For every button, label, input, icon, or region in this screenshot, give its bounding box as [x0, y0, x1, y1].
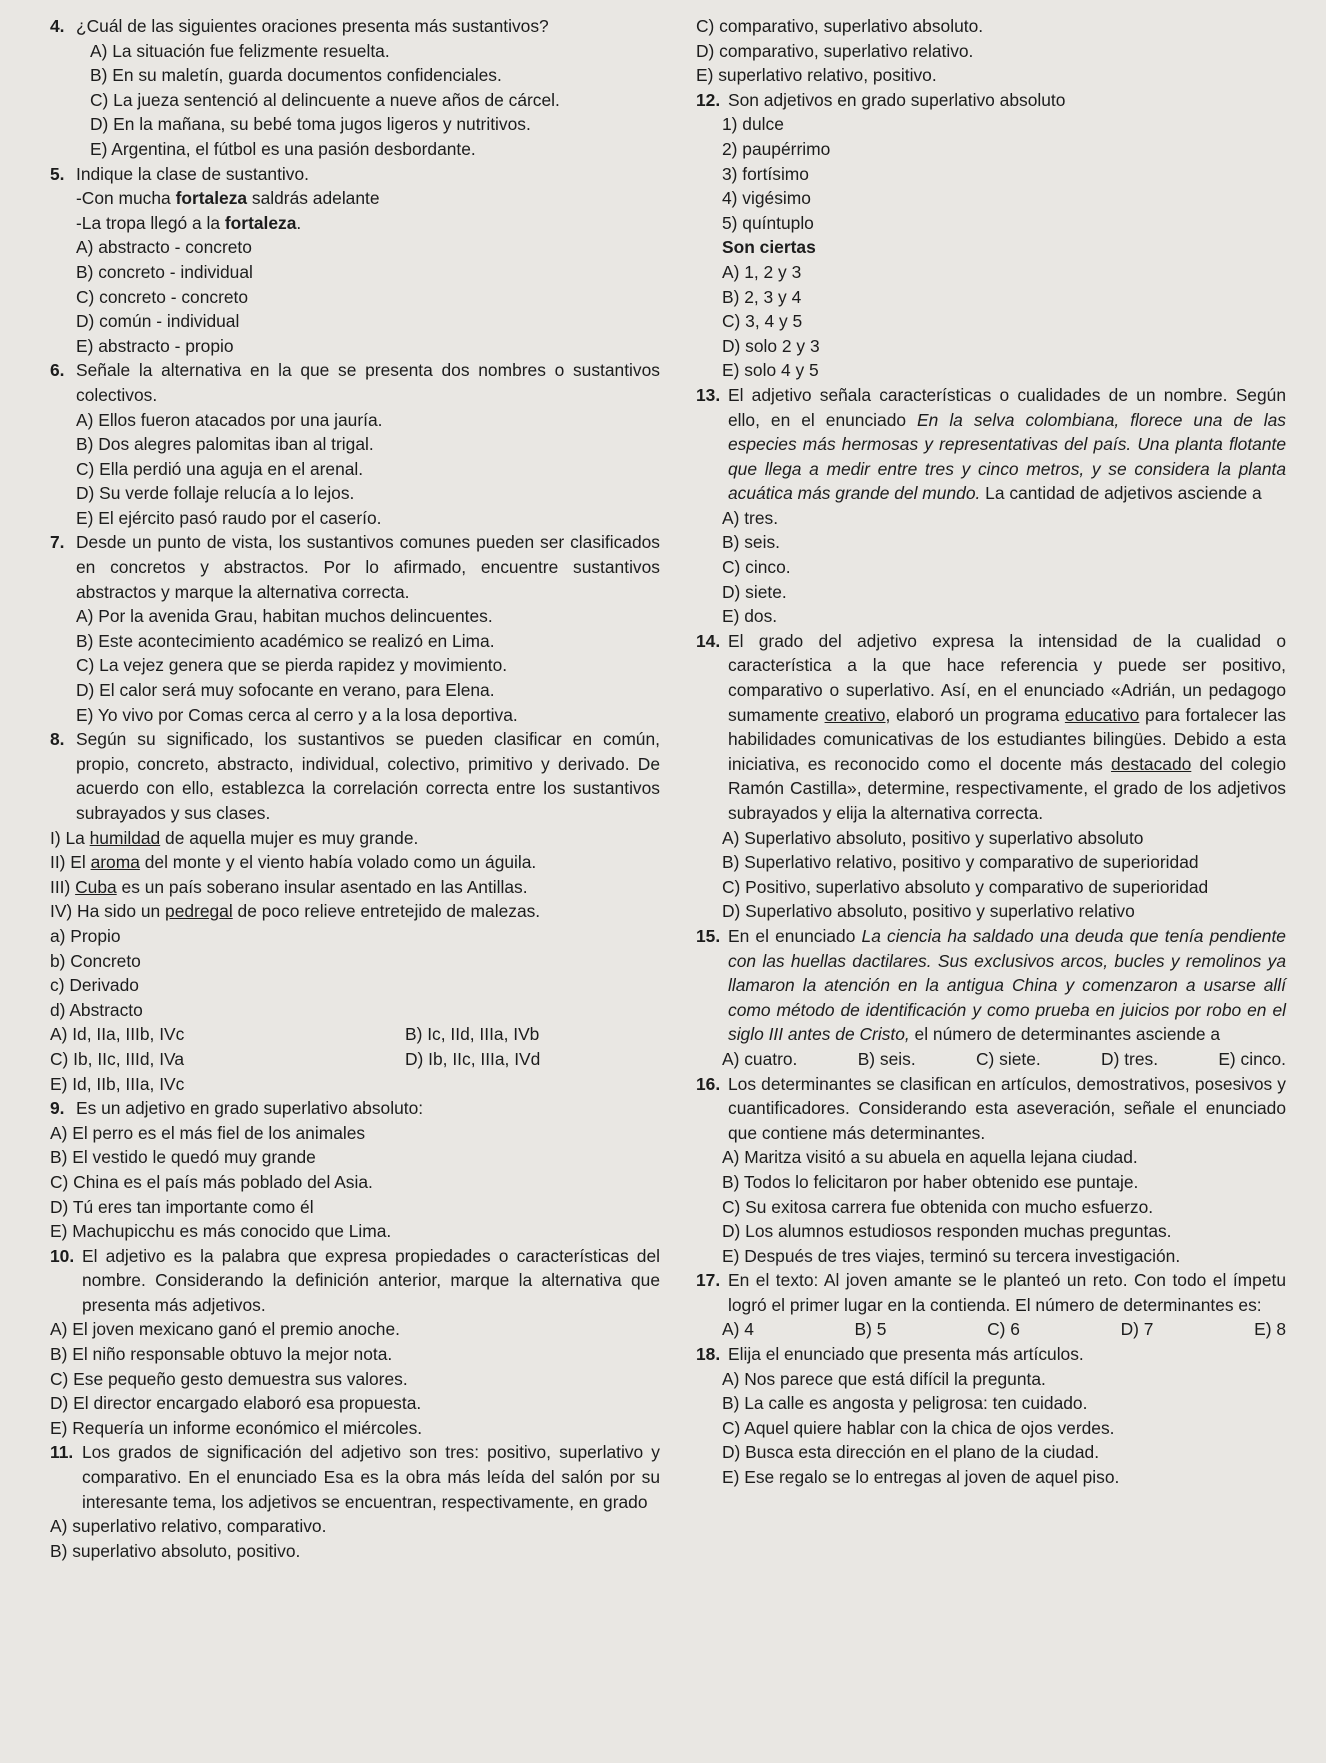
q8-class-d: d) Abstracto: [50, 999, 143, 1020]
q17-option-c[interactable]: C) 6: [987, 1319, 1020, 1340]
q5-option-a[interactable]: A) abstracto - concreto: [76, 237, 252, 258]
q15-options: [696, 1047, 1286, 1072]
q4-option-c[interactable]: C) La jueza sentenció al delincuente a nueve años de cárcel.: [90, 89, 560, 110]
q8-options: [50, 1022, 660, 1096]
question-12-stem: Son adjetivos en grado superlativo absoluto: [728, 89, 1066, 110]
q8-sentence-1: I) La humildad de aquella mujer es muy grande.: [50, 827, 419, 848]
q15-option-c[interactable]: C) siete.: [975, 1048, 1041, 1069]
question-16-stem: Los determinantes se clasifican en artículos, demostrativos, posesivos y cuantificadores. Considerando esta aseveración, señale el enunciado que contiene más determinantes.: [728, 1073, 1286, 1143]
q16-option-d[interactable]: D) Los alumnos estudiosos responden muchas preguntas.: [722, 1221, 1172, 1242]
question-9: 9. Es un adjetivo en grado superlativo absoluto: A) El perro es el más fiel de los animales B) El vestido le quedó muy grande C) China es el país más poblado del Asia. D) Tú eres tan importante como él E) Machupicchu es más conocido que Lima.: [50, 1096, 660, 1244]
q10-option-c[interactable]: C) Ese pequeño gesto demuestra sus valores.: [50, 1368, 408, 1389]
question-8-stem: Según su significado, los sustantivos se pueden clasificar en común, propio, concreto, abstracto, individual, colectivo, primitivo y derivado. De acuerdo con ello, establezca la correlación correcta entre los sustantivos subrayados y sus clases.: [76, 729, 660, 823]
question-5-stem: Indique la clase de sustantivo.: [76, 163, 309, 184]
q7-option-e[interactable]: E) Yo vivo por Comas cerca al cerro y a la losa deportiva.: [76, 704, 518, 725]
q17-option-e[interactable]: E) 8: [1254, 1319, 1286, 1340]
question-8: 8. Según su significado, los sustantivos se pueden clasificar en común, propio, concreto, abstracto, individual, colectivo, primitivo y derivado. De acuerdo con ello, establezca la correlación correcta entre los sustantivos subrayados y sus clases. I) La humildad de aquella mujer es muy grande. II) El aroma del monte y el viento había volado como un águila. III) Cuba es un país soberano insular asentado en las Antillas. IV) Ha sido un pedregal de poco relieve entretejido de malezas. a) Propio b) Concreto c) Derivado d) Abstracto A) Id, IIa, IIIb, IVc B) Ic, IId, IIIa, IVb C) Ib, IIc, IIId, IVa D) Ib, IIc, IIIa, IVd E) Id, IIb, IIIa, IVc: [50, 727, 660, 1096]
q13-option-d[interactable]: D) siete.: [722, 581, 787, 602]
q12-item-4: 4) vigésimo: [722, 188, 811, 209]
q12-option-b[interactable]: B) 2, 3 y 4: [722, 286, 802, 307]
q16-option-c[interactable]: C) Su exitosa carrera fue obtenida con mucho esfuerzo.: [722, 1196, 1154, 1217]
q13-option-a[interactable]: A) tres.: [722, 507, 779, 528]
q18-option-d[interactable]: D) Busca esta dirección en el plano de la ciudad.: [722, 1442, 1100, 1463]
question-14-stem: El grado del adjetivo expresa la intensidad de la cualidad o característica a la que hace referencia y puede ser positivo, comparativo o superlativo. Así, en el enunciado «Adrián, un pedagogo sumamente creativo, elaboró un programa educativo para fortalecer las habilidades comunicativas de los estudiantes bilingües. Debido a esta iniciativa, es reconocido como el docente más destacado del colegio Ramón Castilla», determine, respectivamente, el grado de los adjetivos subrayados y elija la alternativa correcta.: [728, 630, 1286, 823]
q11-option-a[interactable]: A) superlativo relativo, comparativo.: [50, 1516, 327, 1537]
q8-class-a: a) Propio: [50, 925, 121, 946]
q10-option-e[interactable]: E) Requería un informe económico el miércoles.: [50, 1417, 423, 1438]
q15-option-b[interactable]: B) seis.: [857, 1048, 916, 1069]
q17-options: [696, 1317, 1286, 1342]
q18-option-c[interactable]: C) Aquel quiere hablar con la chica de ojos verdes.: [722, 1417, 1115, 1438]
question-10: 10. El adjetivo es la palabra que expresa propiedades o características del nombre. Considerando la definición anterior, marque la alternativa que presenta más adjetivos. A) El joven mexicano ganó el premio anoche. B) El niño responsable obtuvo la mejor nota. C) Ese pequeño gesto demuestra sus valores. D) El director encargado elaboró esa propuesta. E) Requería un informe económico el miércoles.: [50, 1244, 660, 1441]
q18-option-e[interactable]: E) Ese regalo se lo entregas al joven de aquel piso.: [722, 1467, 1120, 1488]
q14-option-d[interactable]: D) Superlativo absoluto, positivo y superlativo relativo: [722, 901, 1135, 922]
q14-option-c[interactable]: C) Positivo, superlativo absoluto y comparativo de superioridad: [722, 876, 1209, 897]
question-7: 7. Desde un punto de vista, los sustantivos comunes pueden ser clasificados en concretos y abstractos. Por lo afirmado, encuentre sustantivos abstractos y marque la alternativa correcta. A) Por la avenida Grau, habitan muchos delincuentes. B) Este acontecimiento académico se realizó en Lima. C) La vejez genera que se pierda rapidez y movimiento. D) El calor será muy sofocante en verano, para Elena. E) Yo vivo por Comas cerca al cerro y a la losa deportiva.: [50, 530, 660, 727]
question-16: 16. Los determinantes se clasifican en artículos, demostrativos, posesivos y cuantificadores. Considerando esta aseveración, señale el enunciado que contiene más determinantes. A) Maritza visitó a su abuela en aquella lejana ciudad. B) Todos lo felicitaron por haber obtenido ese puntaje. C) Su exitosa carrera fue obtenida con mucho esfuerzo. D) Los alumnos estudiosos responden muchas preguntas. E) Después de tres viajes, terminó su tercera investigación.: [696, 1072, 1286, 1269]
question-17: 17. En el texto: Al joven amante se le planteó un reto. Con todo el ímpetu logró el primer lugar en la contienda. El número de determinantes es: A) 4 B) 5 C) 6 D) 7 E) 8: [696, 1268, 1286, 1342]
q7-option-b[interactable]: B) Este acontecimiento académico se realizó en Lima.: [76, 630, 495, 651]
q6-option-d[interactable]: D) Su verde follaje relucía a lo lejos.: [76, 483, 355, 504]
q9-option-a[interactable]: A) El perro es el más fiel de los animales: [50, 1122, 366, 1143]
q5-sentence-1: -Con mucha fortaleza saldrás adelante: [76, 188, 380, 209]
question-10-stem: El adjetivo es la palabra que expresa propiedades o características del nombre. Considerando la definición anterior, marque la alternativa que presenta más adjetivos.: [82, 1245, 660, 1315]
q8-option-e[interactable]: E) Id, IIb, IIIa, IVc: [50, 1073, 185, 1094]
q13-option-c[interactable]: C) cinco.: [722, 557, 791, 578]
question-13: 13. El adjetivo señala características o cualidades de un nombre. Según ello, en el enunciado En la selva colombiana, florece una de las especies más hermosas y representativas del país. Una planta flotante que llega a medir entre tres y cinco metros, y se considera la planta acuática más grande del mundo. La cantidad de adjetivos asciende a A) tres. B) seis. C) cinco. D) siete. E) dos.: [696, 383, 1286, 629]
q12-item-3: 3) fortísimo: [722, 163, 809, 184]
q10-option-d[interactable]: D) El director encargado elaboró esa propuesta.: [50, 1393, 422, 1414]
question-6: 6. Señale la alternativa en la que se presenta dos nombres o sustantivos colectivos. A) Ellos fueron atacados por una jauría. B) Dos alegres palomitas iban al trigal. C) Ella perdió una aguja en el arenal. D) Su verde follaje relucía a lo lejos. E) El ejército pasó raudo por el caserío.: [50, 358, 660, 530]
q11-option-b[interactable]: B) superlativo absoluto, positivo.: [50, 1540, 301, 1561]
question-4-stem: ¿Cuál de las siguientes oraciones presenta más sustantivos?: [76, 16, 549, 36]
question-11-continued: [696, 14, 1286, 88]
q9-option-b[interactable]: B) El vestido le quedó muy grande: [50, 1147, 316, 1168]
q4-option-b[interactable]: B) En su maletín, guarda documentos confidenciales.: [90, 65, 502, 86]
question-15-stem: En el enunciado La ciencia ha saldado una deuda que tenía pendiente con las huellas dactilares. Sus exclusivos arcos, bucles y remolinos ya llamaron la atención en la antigua China y comenzaron a usarse allí como método de identificación y como prueba en juicios por robo en el siglo III antes de Cristo, el número de determinantes asciende a: [728, 925, 1286, 1045]
q17-option-a[interactable]: A) 4: [722, 1319, 754, 1340]
q11-option-e[interactable]: E) superlativo relativo, positivo.: [696, 65, 937, 86]
q8-sentence-2: II) El aroma del monte y el viento había volado como un águila.: [50, 852, 537, 873]
q9-option-c[interactable]: C) China es el país más poblado del Asia.: [50, 1171, 373, 1192]
q11-option-c[interactable]: C) comparativo, superlativo absoluto.: [696, 16, 984, 36]
q5-option-d[interactable]: D) común - individual: [76, 311, 240, 332]
q4-option-e[interactable]: E) Argentina, el fútbol es una pasión desbordante.: [90, 138, 476, 159]
q8-option-b[interactable]: B) Ic, IId, IIIa, IVb: [405, 1024, 540, 1045]
question-14: 14. El grado del adjetivo expresa la intensidad de la cualidad o característica a la que hace referencia y puede ser positivo, comparativo o superlativo. Así, en el enunciado «Adrián, un pedagogo sumamente creativo, elaboró un programa educativo para fortalecer las habilidades comunicativas de los estudiantes bilingües. Debido a esta iniciativa, es reconocido como el docente más destacado del colegio Ramón Castilla», determine, respectivamente, el grado de los adjetivos subrayados y elija la alternativa correcta. A) Superlativo absoluto, positivo y superlativo absoluto B) Superlativo relativo, positivo y comparativo de superioridad C) Positivo, superlativo absoluto y comparativo de superioridad D) Superlativo absoluto, positivo y superlativo relativo: [696, 629, 1286, 924]
right-column: [696, 14, 1286, 1563]
question-5: 5. Indique la clase de sustantivo. -Con mucha fortaleza saldrás adelante -La tropa llegó a la fortaleza. A) abstracto - concreto B) concreto - individual C) concreto - concreto D) común - individual E) abstracto - propio: [50, 162, 660, 359]
q12-option-a[interactable]: A) 1, 2 y 3: [722, 261, 802, 282]
q8-sentence-4: IV) Ha sido un pedregal de poco relieve entretejido de malezas.: [50, 901, 541, 922]
q18-option-b[interactable]: B) La calle es angosta y peligrosa: ten cuidado.: [722, 1393, 1088, 1414]
q6-option-a[interactable]: A) Ellos fueron atacados por una jauría.: [76, 409, 383, 430]
question-18-stem: Elija el enunciado que presenta más artículos.: [728, 1344, 1084, 1365]
q8-sentence-3: III) Cuba es un país soberano insular asentado en las Antillas.: [50, 876, 528, 897]
q15-option-d[interactable]: D) tres.: [1101, 1048, 1159, 1069]
q16-option-a[interactable]: A) Maritza visitó a su abuela en aquella lejana ciudad.: [722, 1147, 1138, 1168]
q17-option-b[interactable]: B) 5: [854, 1319, 887, 1340]
q9-option-d[interactable]: D) Tú eres tan importante como él: [50, 1196, 314, 1217]
question-7-stem: Desde un punto de vista, los sustantivos comunes pueden ser clasificados en concretos y abstractos. Por lo afirmado, encuentre sustantivos abstractos y marque la alternativa correcta.: [76, 532, 660, 602]
q8-option-d[interactable]: D) Ib, IIc, IIIa, IVd: [405, 1048, 541, 1069]
q12-label: Son ciertas: [722, 237, 816, 258]
q13-option-b[interactable]: B) seis.: [722, 532, 780, 553]
q7-option-d[interactable]: D) El calor será muy sofocante en verano, para Elena.: [76, 680, 495, 701]
q6-option-c[interactable]: C) Ella perdió una aguja en el arenal.: [76, 458, 364, 479]
q12-item-2: 2) paupérrimo: [722, 138, 831, 159]
left-column: [50, 14, 660, 1563]
q15-option-e[interactable]: E) cinco.: [1218, 1048, 1286, 1069]
question-17-stem: En el texto: Al joven amante se le planteó un reto. Con todo el ímpetu logró el primer lugar en la contienda. El número de determinantes es:: [728, 1270, 1286, 1315]
question-6-stem: Señale la alternativa en la que se presenta dos nombres o sustantivos colectivos.: [76, 360, 660, 405]
q8-option-c[interactable]: C) Ib, IIc, IIId, IVa: [50, 1048, 185, 1069]
q11-option-d[interactable]: D) comparativo, superlativo relativo.: [696, 40, 974, 61]
question-12: 12. Son adjetivos en grado superlativo absoluto 1) dulce 2) paupérrimo 3) fortísimo 4) vigésimo 5) quíntuplo Son ciertas A) 1, 2 y 3 B) 2, 3 y 4 C) 3, 4 y 5 D) solo 2 y 3 E) solo 4 y 5: [696, 88, 1286, 383]
q8-class-c: c) Derivado: [50, 975, 139, 996]
q12-item-1: 1) dulce: [722, 114, 784, 135]
question-9-stem: Es un adjetivo en grado superlativo absoluto:: [76, 1098, 424, 1119]
q5-option-c[interactable]: C) concreto - concreto: [76, 286, 249, 307]
q17-option-d[interactable]: D) 7: [1120, 1319, 1154, 1340]
question-11-stem: Los grados de significación del adjetivo son tres: positivo, superlativo y comparativo. En el enunciado Esa es la obra más leída del salón por su interesante tema, los adjetivos se encuentran, respectivamente, en grado: [82, 1442, 660, 1512]
q16-option-b[interactable]: B) Todos lo felicitaron por haber obtenido ese puntaje.: [722, 1171, 1139, 1192]
question-15: 15. En el enunciado La ciencia ha saldado una deuda que tenía pendiente con las huellas dactilares. Sus exclusivos arcos, bucles y remolinos ya llamaron la atención en la antigua China y comenzaron a usarse allí como método de identificación y como prueba en juicios por robo en el siglo III antes de Cristo, el número de determinantes asciende a A) cuatro. B) seis. C) siete. D) tres. E) cinco.: [696, 924, 1286, 1072]
q18-option-a[interactable]: A) Nos parece que está difícil la pregunta.: [722, 1368, 1046, 1389]
q12-item-5: 5) quíntuplo: [722, 212, 814, 233]
q7-option-c[interactable]: C) La vejez genera que se pierda rapidez y movimiento.: [76, 655, 508, 676]
q10-option-b[interactable]: B) El niño responsable obtuvo la mejor nota.: [50, 1344, 393, 1365]
q13-option-e[interactable]: E) dos.: [722, 606, 778, 627]
q5-option-b[interactable]: B) concreto - individual: [76, 261, 253, 282]
q10-option-a[interactable]: A) El joven mexicano ganó el premio anoche.: [50, 1319, 400, 1340]
question-13-stem: El adjetivo señala características o cualidades de un nombre. Según ello, en el enunciado En la selva colombiana, florece una de las especies más hermosas y representativas del país. Una planta flotante que llega a medir entre tres y cinco metros, y se considera la planta acuática más grande del mundo. La cantidad de adjetivos asciende a: [728, 384, 1286, 504]
q16-option-e[interactable]: E) Después de tres viajes, terminó su tercera investigación.: [722, 1245, 1181, 1266]
q14-option-b[interactable]: B) Superlativo relativo, positivo y comparativo de superioridad: [722, 852, 1199, 873]
q5-sentence-2: -La tropa llegó a la fortaleza.: [76, 212, 302, 233]
q6-option-e[interactable]: E) El ejército pasó raudo por el caserío.: [76, 507, 382, 528]
question-11: 11. Los grados de significación del adjetivo son tres: positivo, superlativo y comparativo. En el enunciado Esa es la obra más leída del salón por su interesante tema, los adjetivos se encuentran, respectivamente, en grado A) superlativo relativo, comparativo. B) superlativo absoluto, positivo.: [50, 1440, 660, 1563]
q12-option-e[interactable]: E) solo 4 y 5: [722, 360, 819, 381]
q12-option-d[interactable]: D) solo 2 y 3: [722, 335, 820, 356]
q6-option-b[interactable]: B) Dos alegres palomitas iban al trigal.: [76, 434, 374, 455]
q4-option-d[interactable]: D) En la mañana, su bebé toma jugos ligeros y nutritivos.: [90, 114, 531, 135]
q14-option-a[interactable]: A) Superlativo absoluto, positivo y superlativo absoluto: [722, 827, 1144, 848]
q5-option-e[interactable]: E) abstracto - propio: [76, 335, 234, 356]
q12-option-c[interactable]: C) 3, 4 y 5: [722, 311, 803, 332]
question-4: 4. ¿Cuál de las siguientes oraciones presenta más sustantivos? A) La situación fue felizmente resuelta. B) En su maletín, guarda documentos confidenciales. C) La jueza sentenció al delincuente a nueve años de cárcel. D) En la mañana, su bebé toma jugos ligeros y nutritivos. E) Argentina, el fútbol es una pasión desbordante.: [50, 14, 660, 162]
q8-class-b: b) Concreto: [50, 950, 141, 971]
q8-option-a[interactable]: A) Id, IIa, IIIb, IVc: [50, 1024, 185, 1045]
q9-option-e[interactable]: E) Machupicchu es más conocido que Lima.: [50, 1221, 392, 1242]
q7-option-a[interactable]: A) Por la avenida Grau, habitan muchos delincuentes.: [76, 606, 493, 627]
q4-option-a[interactable]: A) La situación fue felizmente resuelta.: [90, 40, 390, 61]
question-18: 18. Elija el enunciado que presenta más artículos. A) Nos parece que está difícil la pregunta. B) La calle es angosta y peligrosa: ten cuidado. C) Aquel quiere hablar con la chica de ojos verdes. D) Busca esta dirección en el plano de la ciudad. E) Ese regalo se lo entregas al joven de aquel piso.: [696, 1342, 1286, 1490]
q15-option-a[interactable]: A) cuatro.: [722, 1048, 798, 1069]
